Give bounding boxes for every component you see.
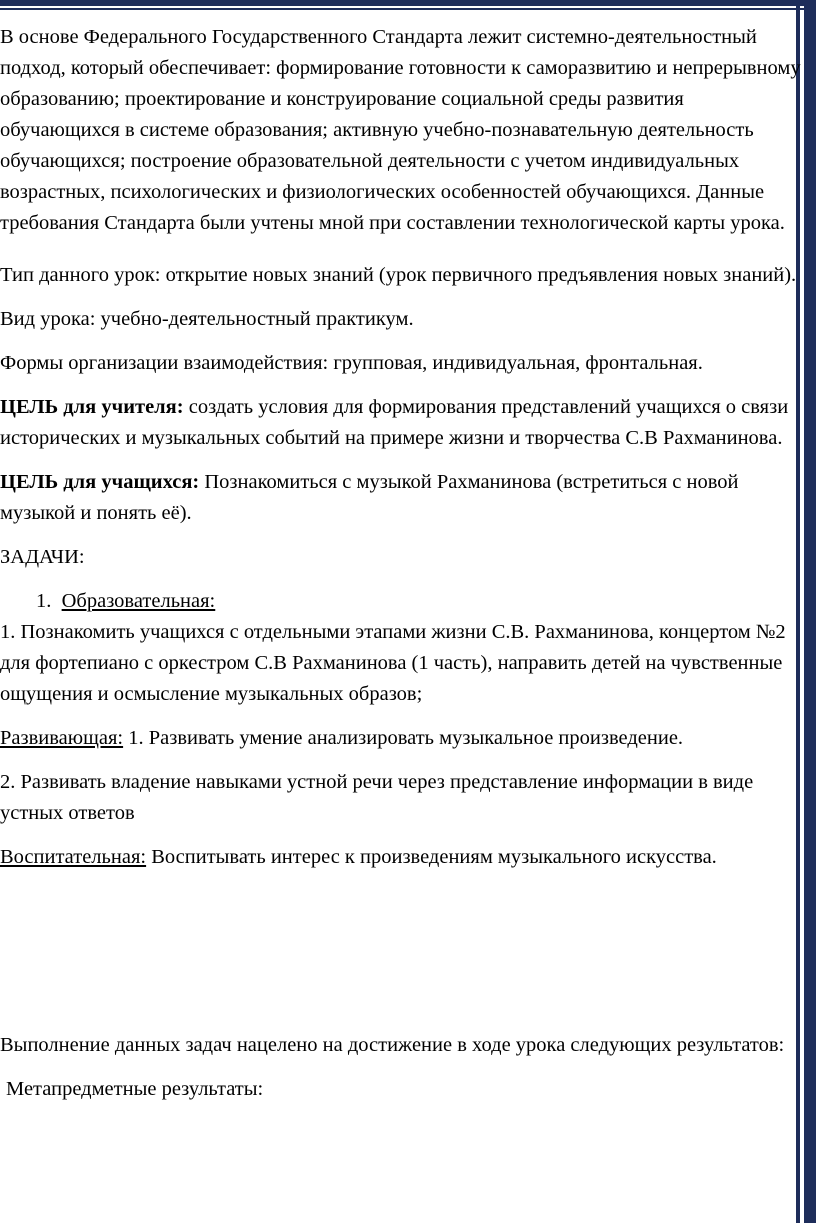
goal-teacher-paragraph [0, 392, 805, 454]
educational-text: 1. Познакомить учащихся с отдельными этапами жизни С.В. Рахманинова, концертом №2 для фортепиано с оркестром С.В Рахманинова (1 часть), направить детей на чувственные ощущения и осмысление музыкальных образов; [0, 621, 786, 705]
list-number: 1. [36, 590, 52, 612]
results-intro-paragraph: Выполнение данных задач нацелено на достижение в ходе урока следующих результатов: [0, 1034, 785, 1056]
list-item-educational [0, 586, 805, 617]
tasks-heading: ЗАДАЧИ: [0, 546, 85, 568]
developing-label: Развивающая: [0, 727, 124, 749]
intro-paragraph: В основе Федерального Государственного Стандарта лежит системно-деятельностный подход, который обеспечивает: формирование готовности к саморазвитию и непрерывному образованию; проектирование и конструирование социальной среды развития обучающихся в системе образования; активную учебно-познавательную деятельность обучающихся; построение образовательной деятельности с учетом индивидуальных возрастных, психологических и физиологических особенностей обучающихся. Данные требования Стандарта были учтены мной при составлении технологической карты урока. [0, 26, 801, 234]
upbringing-label: Воспитательная: [0, 846, 147, 868]
educational-label: Образовательная: [61, 590, 216, 612]
forms-paragraph: Формы организации взаимодействия: групповая, индивидуальная, фронтальная. [0, 352, 703, 374]
goal-teacher-text: создать условия для формирования представлений учащихся о связи исторических и музыкальных событий на примере жизни и творчества С.В Рахманинова. [0, 396, 789, 449]
lesson-kind-paragraph: Вид урока: учебно-деятельностный практикум. [0, 308, 414, 330]
developing-paragraph-2: 2. Развивать владение навыками устной речи через представление информации в виде устных ответов [0, 771, 754, 824]
upbringing-paragraph [0, 842, 805, 873]
upbringing-text: Воспитывать интерес к произведениям музыкального искусства. [146, 846, 717, 868]
meta-results-heading: Метапредметные результаты: [6, 1078, 264, 1100]
goal-teacher-label: ЦЕЛЬ для учителя: [0, 396, 184, 418]
developing-paragraph [0, 723, 805, 754]
blank-space [0, 873, 805, 1030]
goal-students-paragraph [0, 467, 805, 529]
developing-text: 1. Развивать умение анализировать музыкальное произведение. [123, 727, 684, 749]
lesson-type-paragraph: Тип данного урок: открытие новых знаний (урок первичного предъявления новых знаний). [0, 264, 797, 286]
goal-students-label: ЦЕЛЬ для учащихся: [0, 471, 200, 493]
page-border-top [0, 0, 816, 10]
goal-students-text: Познакомиться с музыкой Рахманинова (встретиться с новой музыкой и понять её). [0, 471, 739, 524]
document-body [0, 22, 805, 1105]
